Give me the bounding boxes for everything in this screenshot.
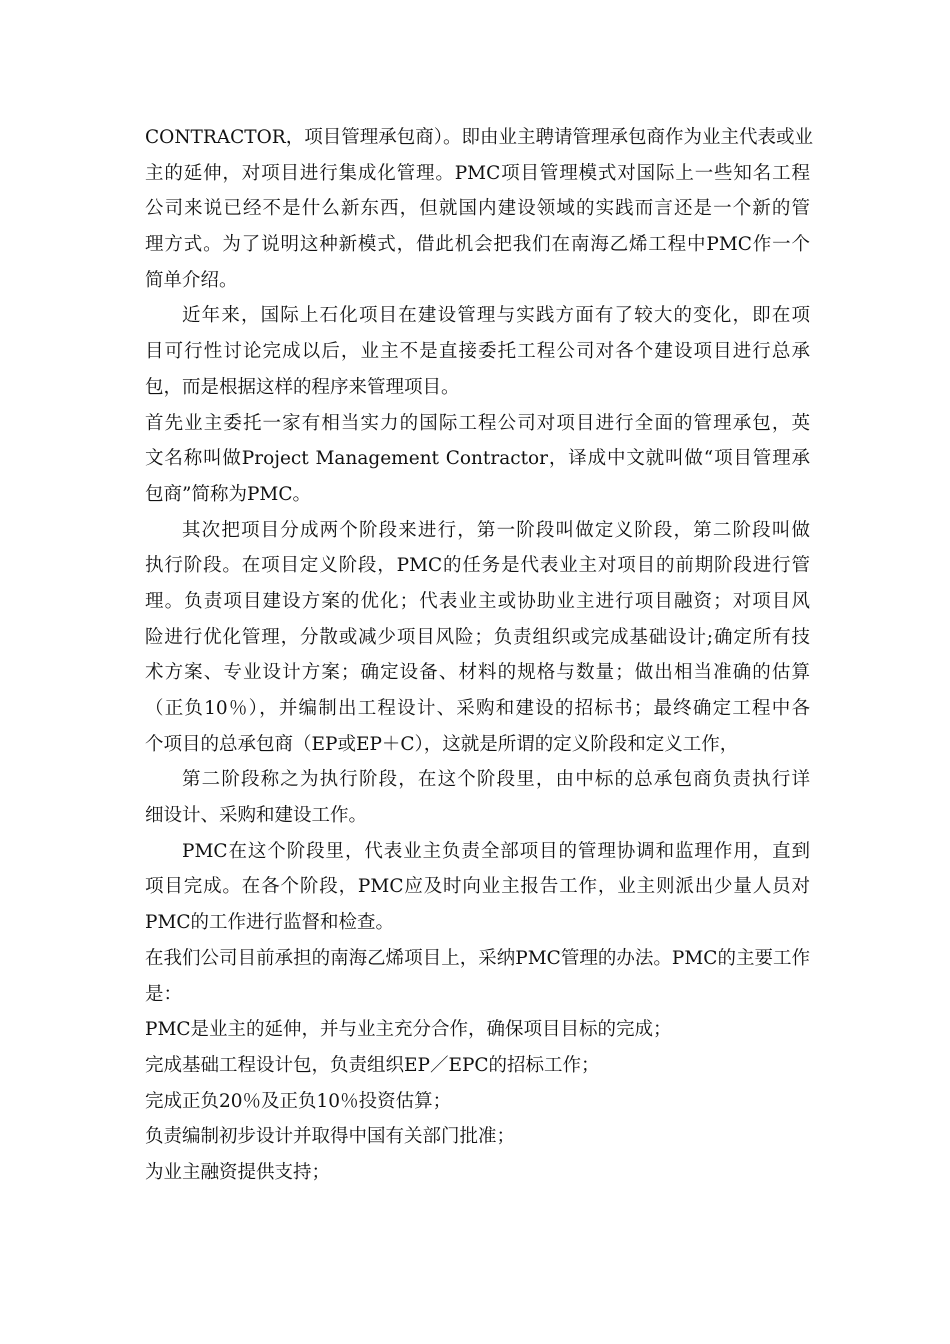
text-line: PMC在这个阶段里，代表业主负责全部项目的管理协调和监理作用，直到 [182, 840, 810, 862]
text-line: 第二阶段称之为执行阶段，在这个阶段里，由中标的总承包商负责执行详 [182, 769, 810, 791]
text-line: 包商”简称为PMC。 [145, 483, 312, 505]
text-line: CONTRACTOR，项目管理承包商）。即由业主聘请管理承包商作为业主代表或业 [145, 127, 813, 148]
text-line: 完成基础工程设计包，负责组织EP／EPC的招标工作； [145, 1054, 600, 1076]
text-line: 是： [145, 983, 183, 1005]
text-line: 险进行优化管理，分散或减少项目风险；负责组织或完成基础设计;确定所有技 [145, 626, 810, 648]
text-line: PMC的工作进行监督和检查。 [145, 912, 395, 934]
text-line: 执行阶段。在项目定义阶段，PMC的任务是代表业主对项目的前期阶段进行管 [145, 555, 810, 577]
text-line: PMC是业主的延伸，并与业主充分合作，确保项目目标的完成； [145, 1019, 672, 1041]
text-line: 文名称叫做Project Management Contractor，译成中文就叫做“项目管理承 [145, 448, 810, 470]
text-line: 公司来说已经不是什么新东西，但就国内建设领域的实践而言还是一个新的管 [145, 198, 810, 220]
text-line: 首先业主委托一家有相当实力的国际工程公司对项目进行全面的管理承包，英 [145, 412, 810, 434]
text-line: 包，而是根据这样的程序来管理项目。 [145, 376, 460, 398]
text-line: 完成正负20％及正负10％投资估算； [145, 1090, 452, 1112]
document-body [145, 120, 813, 1191]
text-line: 术方案、专业设计方案；确定设备、材料的规格与数量；做出相当准确的估算 [145, 662, 810, 684]
text-line: 其次把项目分成两个阶段来进行，第一阶段叫做定义阶段，第二阶段叫做 [182, 519, 810, 541]
text-line: 近年来，国际上石化项目在建设管理与实践方面有了较大的变化，即在项 [182, 305, 810, 327]
text-line: 为业主融资提供支持； [145, 1161, 331, 1183]
text-line: （正负10％），并编制出工程设计、采购和建设的招标书；最终确定工程中各 [145, 698, 810, 719]
text-line: 理方式。为了说明这种新模式，借此机会把我们在南海乙烯工程中PMC作一个 [145, 234, 810, 256]
text-line: 细设计、采购和建设工作。 [145, 805, 368, 827]
text-line: 项目完成。在各个阶段，PMC应及时向业主报告工作，业主则派出少量人员对 [145, 876, 810, 898]
text-line: 主的延伸，对项目进行集成化管理。PMC项目管理模式对国际上一些知名工程 [145, 162, 810, 184]
text-line: 在我们公司目前承担的南海乙烯项目上，采纳PMC管理的办法。PMC的主要工作 [145, 947, 810, 969]
text-line: 目可行性讨论完成以后，业主不是直接委托工程公司对各个建设项目进行总承 [145, 341, 810, 363]
text-line: 理。负责项目建设方案的优化；代表业主或协助业主进行项目融资；对项目风 [145, 590, 810, 612]
text-line: 个项目的总承包商（EP或EP＋C），这就是所谓的定义阶段和定义工作， [145, 733, 739, 755]
text-line: 简单介绍。 [145, 269, 238, 291]
text-line: 负责编制初步设计并取得中国有关部门批准； [145, 1126, 516, 1148]
